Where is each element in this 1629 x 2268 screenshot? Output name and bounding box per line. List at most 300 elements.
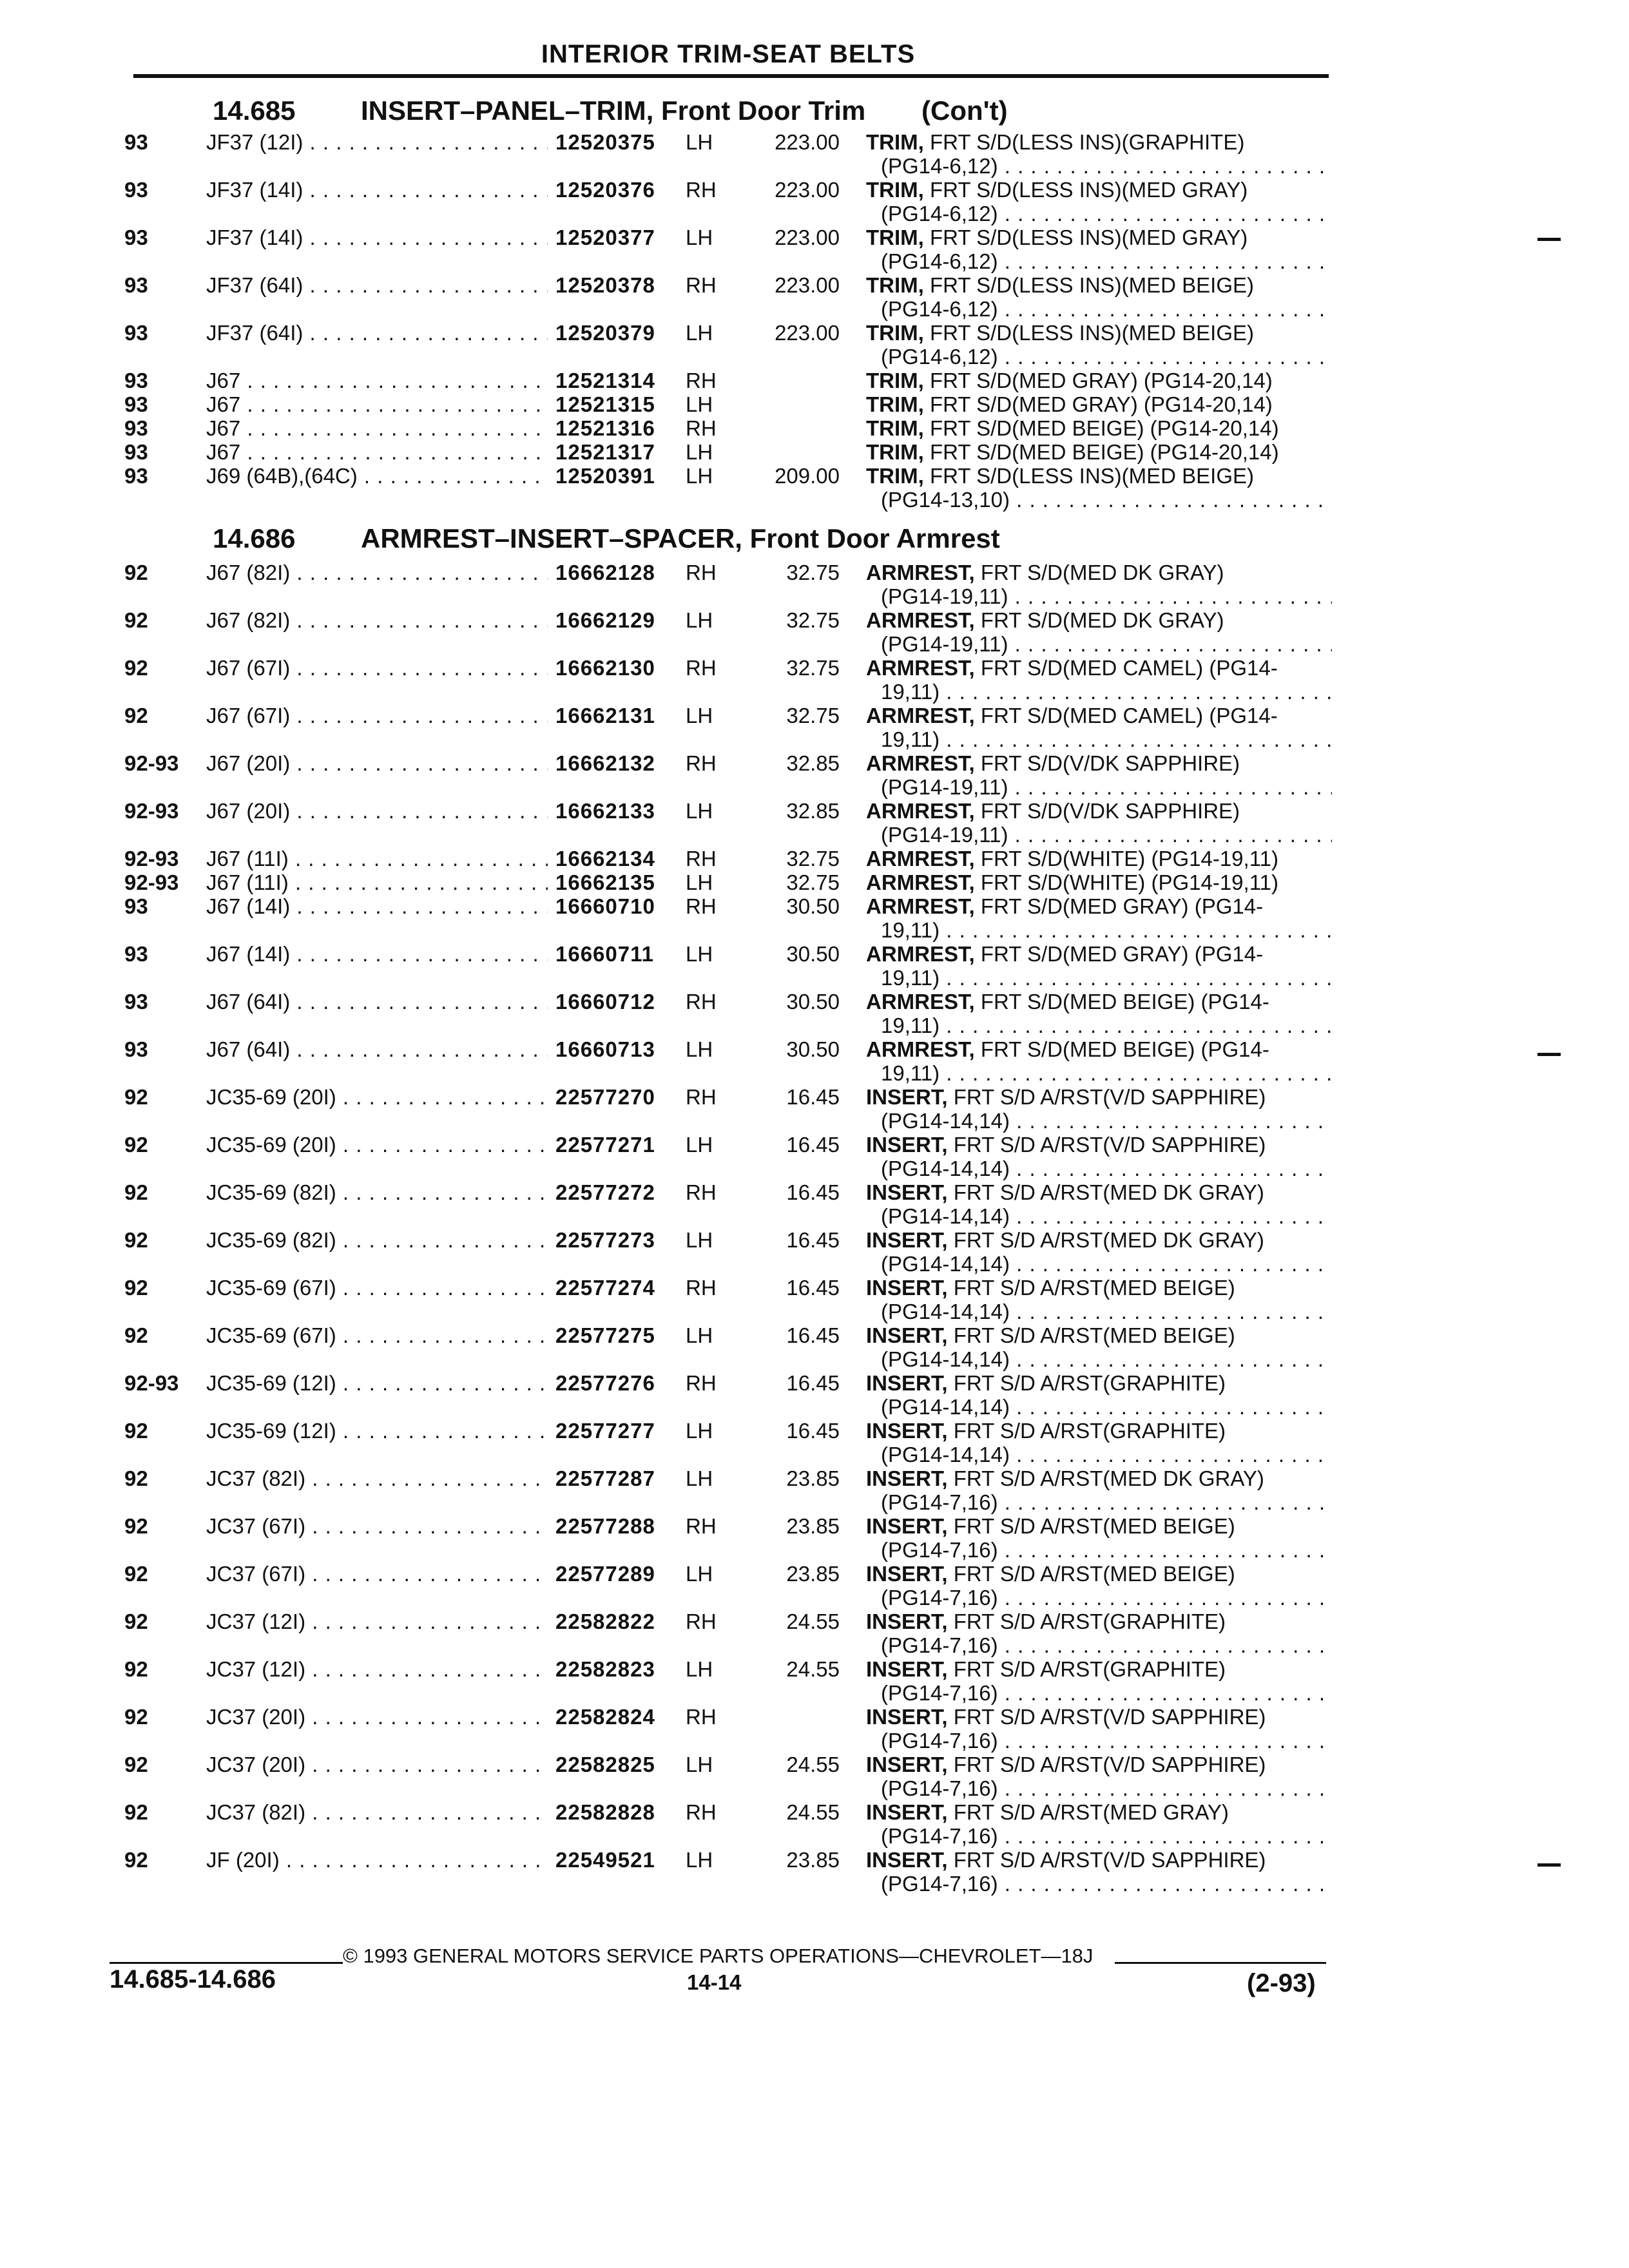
description-continuation: (PG14-19,11) . . . bbox=[881, 584, 1332, 608]
side-indicator: LH bbox=[686, 1228, 713, 1252]
part-description bbox=[866, 1753, 1332, 1800]
description-line: TRIM, FRT S/D(MED BEIGE) (PG14-20,14) bbox=[866, 440, 1279, 464]
model-code: JC37 (82I) bbox=[206, 1466, 306, 1490]
description-line: TRIM, FRT S/D(LESS INS)(GRAPHITE) bbox=[866, 130, 1245, 154]
description-line: ARMREST, FRT S/D(V/DK SAPPHIRE) bbox=[866, 799, 1240, 823]
side-indicator: RH bbox=[686, 1800, 717, 1824]
side-indicator: LH bbox=[686, 1133, 713, 1157]
part-number: 16660713 bbox=[555, 1037, 655, 1061]
description-continuation: (PG14-7,16) . . . bbox=[881, 1586, 1332, 1610]
list-price: 32.75 bbox=[786, 608, 840, 632]
part-description bbox=[866, 1037, 1332, 1085]
model-year: 92 bbox=[124, 1276, 148, 1300]
model-code: JF37 (64I) bbox=[206, 273, 304, 297]
description-continuation: 19,11) . . . bbox=[881, 680, 1332, 704]
description-continuation: (PG14-7,16) . . . bbox=[881, 1872, 1332, 1896]
model-code-leader bbox=[206, 1753, 548, 1776]
part-description bbox=[866, 1371, 1332, 1419]
part-description bbox=[866, 1610, 1332, 1657]
model-code-leader bbox=[206, 321, 548, 345]
part-description bbox=[866, 656, 1332, 704]
footer-date: (2-93) bbox=[1247, 1969, 1316, 1997]
part-description bbox=[866, 990, 1332, 1037]
side-indicator: LH bbox=[686, 1657, 713, 1681]
model-year: 93 bbox=[124, 130, 148, 154]
model-code: J67 (14I) bbox=[206, 894, 291, 918]
model-code: JC35-69 (12I) bbox=[206, 1371, 336, 1395]
list-price: 32.75 bbox=[786, 561, 840, 584]
part-number: 22549521 bbox=[555, 1848, 655, 1872]
part-description bbox=[866, 1466, 1332, 1514]
part-description bbox=[866, 1800, 1332, 1848]
description-line: INSERT, FRT S/D A/RST(V/D SAPPHIRE) bbox=[866, 1133, 1266, 1157]
side-indicator: LH bbox=[686, 704, 713, 727]
description-keyword: TRIM, bbox=[866, 392, 924, 416]
description-keyword: INSERT, bbox=[866, 1419, 948, 1443]
model-year: 92 bbox=[124, 1180, 148, 1204]
description-continuation: (PG14-7,16) . . . bbox=[881, 1776, 1332, 1800]
description-keyword: TRIM, bbox=[866, 130, 924, 154]
side-indicator: RH bbox=[686, 561, 717, 584]
model-year: 93 bbox=[124, 1037, 148, 1061]
model-year: 93 bbox=[124, 990, 148, 1014]
part-number: 12521316 bbox=[555, 416, 655, 440]
model-code: JC35-69 (82I) bbox=[206, 1228, 336, 1252]
part-number: 12520376 bbox=[555, 178, 655, 202]
model-code: JC37 (12I) bbox=[206, 1610, 306, 1633]
list-price: 16.45 bbox=[786, 1323, 840, 1347]
model-code: J67 (20I) bbox=[206, 799, 291, 823]
part-number: 22582824 bbox=[555, 1705, 655, 1729]
list-price: 23.85 bbox=[786, 1562, 840, 1586]
model-code-leader bbox=[206, 894, 548, 918]
model-year: 93 bbox=[124, 178, 148, 202]
description-line: ARMREST, FRT S/D(MED DK GRAY) bbox=[866, 608, 1224, 632]
part-number: 22582828 bbox=[555, 1800, 655, 1824]
model-year: 92 bbox=[124, 608, 148, 632]
page-number: 14-14 bbox=[687, 1970, 742, 1994]
part-description bbox=[866, 847, 1278, 870]
description-line: INSERT, FRT S/D A/RST(MED BEIGE) bbox=[866, 1323, 1235, 1347]
part-description bbox=[866, 226, 1332, 273]
part-description bbox=[866, 799, 1332, 847]
description-continuation: (PG14-7,16) . . . bbox=[881, 1538, 1332, 1562]
description-keyword: ARMREST, bbox=[866, 608, 975, 632]
description-keyword: INSERT, bbox=[866, 1800, 948, 1824]
margin-tick bbox=[1537, 238, 1561, 241]
model-code: J67 (67I) bbox=[206, 656, 291, 680]
model-code: JF37 (12I) bbox=[206, 130, 304, 154]
model-year: 92 bbox=[124, 1562, 148, 1586]
description-keyword: INSERT, bbox=[866, 1228, 948, 1252]
model-code: JC37 (20I) bbox=[206, 1705, 306, 1729]
list-price: 23.85 bbox=[786, 1514, 840, 1538]
description-keyword: INSERT, bbox=[866, 1466, 948, 1490]
list-price: 223.00 bbox=[775, 178, 840, 202]
footer-section-range: 14.685-14.686 bbox=[110, 1965, 276, 1994]
part-number: 22577270 bbox=[555, 1085, 655, 1109]
model-code-leader bbox=[206, 656, 548, 680]
part-description bbox=[866, 440, 1279, 464]
description-continuation: (PG14-7,16) . . . bbox=[881, 1633, 1332, 1657]
part-description bbox=[866, 942, 1332, 990]
part-description bbox=[866, 1514, 1332, 1562]
list-price: 23.85 bbox=[786, 1466, 840, 1490]
part-number: 22577276 bbox=[555, 1371, 655, 1395]
part-number: 16662134 bbox=[555, 847, 655, 870]
description-keyword: INSERT, bbox=[866, 1180, 948, 1204]
model-code-leader bbox=[206, 1705, 548, 1729]
model-code-leader bbox=[206, 608, 548, 632]
model-code-leader bbox=[206, 226, 548, 249]
section-title: INSERT–PANEL–TRIM, Front Door Trim bbox=[361, 95, 866, 126]
model-year: 92 bbox=[124, 1657, 148, 1681]
model-code: JF37 (64I) bbox=[206, 321, 304, 345]
side-indicator: RH bbox=[686, 178, 717, 202]
description-keyword: INSERT, bbox=[866, 1753, 948, 1776]
description-keyword: TRIM, bbox=[866, 226, 924, 249]
model-code-leader bbox=[206, 1371, 548, 1395]
model-code-leader bbox=[206, 847, 548, 870]
model-code: J67 (82I) bbox=[206, 608, 291, 632]
model-code: JC35-69 (20I) bbox=[206, 1085, 336, 1109]
list-price: 16.45 bbox=[786, 1276, 840, 1300]
list-price: 32.75 bbox=[786, 847, 840, 870]
model-code-leader bbox=[206, 1848, 548, 1872]
description-continuation: (PG14-19,11) . . . bbox=[881, 632, 1332, 656]
model-year: 93 bbox=[124, 273, 148, 297]
side-indicator: LH bbox=[686, 464, 713, 488]
model-year: 92 bbox=[124, 1705, 148, 1729]
side-indicator: LH bbox=[686, 942, 713, 966]
description-continuation: (PG14-14,14) . . . bbox=[881, 1204, 1332, 1228]
part-description bbox=[866, 392, 1273, 416]
part-number: 16660711 bbox=[555, 942, 655, 966]
part-number: 16660712 bbox=[555, 990, 655, 1014]
side-indicator: LH bbox=[686, 799, 713, 823]
side-indicator: LH bbox=[686, 440, 713, 464]
model-year: 92 bbox=[124, 1466, 148, 1490]
description-keyword: TRIM, bbox=[866, 178, 924, 202]
side-indicator: RH bbox=[686, 1180, 717, 1204]
part-description bbox=[866, 608, 1332, 656]
part-number: 16662132 bbox=[555, 751, 655, 775]
side-indicator: RH bbox=[686, 369, 717, 392]
description-line: INSERT, FRT S/D A/RST(MED DK GRAY) bbox=[866, 1180, 1264, 1204]
description-keyword: INSERT, bbox=[866, 1657, 948, 1681]
description-keyword: ARMREST, bbox=[866, 561, 975, 584]
model-year: 92 bbox=[124, 1323, 148, 1347]
list-price: 32.85 bbox=[786, 799, 840, 823]
side-indicator: RH bbox=[686, 1276, 717, 1300]
model-code: JC37 (20I) bbox=[206, 1753, 306, 1776]
side-indicator: LH bbox=[686, 1562, 713, 1586]
model-year: 92-93 bbox=[124, 847, 179, 870]
description-line: ARMREST, FRT S/D(V/DK SAPPHIRE) bbox=[866, 751, 1240, 775]
list-price: 30.50 bbox=[786, 894, 840, 918]
model-year: 92-93 bbox=[124, 870, 179, 894]
part-number: 22577287 bbox=[555, 1466, 655, 1490]
description-continuation: 19,11) . . . bbox=[881, 918, 1332, 942]
model-code: JC35-69 (67I) bbox=[206, 1276, 336, 1300]
model-code-leader bbox=[206, 799, 548, 823]
section-number: 14.685 bbox=[213, 95, 296, 126]
side-indicator: LH bbox=[686, 870, 713, 894]
footer-rule bbox=[110, 1962, 343, 1964]
description-line: INSERT, FRT S/D A/RST(GRAPHITE) bbox=[866, 1419, 1226, 1443]
model-code: JF37 (14I) bbox=[206, 226, 304, 249]
description-keyword: ARMREST, bbox=[866, 990, 975, 1014]
model-code: J67 (64I) bbox=[206, 1037, 291, 1061]
model-code: J67 bbox=[206, 369, 241, 392]
model-code: J67 (14I) bbox=[206, 942, 291, 966]
model-code-leader bbox=[206, 1085, 548, 1109]
description-line: TRIM, FRT S/D(LESS INS)(MED BEIGE) bbox=[866, 464, 1255, 488]
description-continuation: (PG14-6,12) . . . bbox=[881, 345, 1332, 369]
description-continuation: (PG14-6,12) . . . bbox=[881, 297, 1332, 321]
description-line: ARMREST, FRT S/D(MED CAMEL) (PG14- bbox=[866, 704, 1278, 727]
description-line: INSERT, FRT S/D A/RST(MED BEIGE) bbox=[866, 1276, 1235, 1300]
part-description bbox=[866, 1085, 1332, 1133]
model-code-leader bbox=[206, 561, 548, 584]
description-keyword: TRIM, bbox=[866, 440, 924, 464]
model-year: 92 bbox=[124, 1514, 148, 1538]
model-code: J67 (20I) bbox=[206, 751, 291, 775]
description-continuation: (PG14-14,14) . . . bbox=[881, 1109, 1332, 1133]
description-continuation: (PG14-6,12) . . . bbox=[881, 249, 1332, 273]
model-year: 92 bbox=[124, 1133, 148, 1157]
model-year: 92 bbox=[124, 1753, 148, 1776]
model-code-leader bbox=[206, 1419, 548, 1443]
list-price: 16.45 bbox=[786, 1228, 840, 1252]
model-code: J69 (64B),(64C) bbox=[206, 464, 358, 488]
model-year: 93 bbox=[124, 894, 148, 918]
model-code: JC37 (12I) bbox=[206, 1657, 306, 1681]
side-indicator: RH bbox=[686, 990, 717, 1014]
part-description bbox=[866, 464, 1332, 512]
part-number: 22577275 bbox=[555, 1323, 655, 1347]
part-number: 22577272 bbox=[555, 1180, 655, 1204]
side-indicator: LH bbox=[686, 226, 713, 249]
model-year: 93 bbox=[124, 369, 148, 392]
model-code-leader bbox=[206, 464, 548, 488]
description-continuation: (PG14-14,14) . . . bbox=[881, 1443, 1332, 1466]
description-keyword: ARMREST, bbox=[866, 894, 975, 918]
model-code-leader bbox=[206, 990, 548, 1014]
description-line: TRIM, FRT S/D(LESS INS)(MED GRAY) bbox=[866, 226, 1248, 249]
model-code: JC37 (67I) bbox=[206, 1514, 306, 1538]
part-number: 12520379 bbox=[555, 321, 655, 345]
model-code: JC35-69 (67I) bbox=[206, 1323, 336, 1347]
description-keyword: ARMREST, bbox=[866, 870, 975, 894]
description-keyword: INSERT, bbox=[866, 1848, 948, 1872]
list-price: 24.55 bbox=[786, 1753, 840, 1776]
description-keyword: TRIM, bbox=[866, 416, 924, 440]
model-code-leader bbox=[206, 1562, 548, 1586]
section-continued: (Con't) bbox=[921, 95, 1008, 126]
side-indicator: LH bbox=[686, 321, 713, 345]
margin-tick bbox=[1537, 1863, 1561, 1867]
description-line: INSERT, FRT S/D A/RST(MED BEIGE) bbox=[866, 1514, 1235, 1538]
description-line: INSERT, FRT S/D A/RST(V/D SAPPHIRE) bbox=[866, 1085, 1266, 1109]
part-number: 16660710 bbox=[555, 894, 655, 918]
margin-tick bbox=[1537, 1053, 1561, 1056]
part-number: 22577289 bbox=[555, 1562, 655, 1586]
part-description bbox=[866, 561, 1332, 608]
part-number: 22577273 bbox=[555, 1228, 655, 1252]
description-keyword: ARMREST, bbox=[866, 847, 975, 870]
list-price: 16.45 bbox=[786, 1133, 840, 1157]
model-code-leader bbox=[206, 870, 548, 894]
part-number: 12521317 bbox=[555, 440, 655, 464]
side-indicator: RH bbox=[686, 656, 717, 680]
part-number: 22582825 bbox=[555, 1753, 655, 1776]
description-keyword: ARMREST, bbox=[866, 704, 975, 727]
part-description bbox=[866, 1705, 1332, 1753]
part-description bbox=[866, 1276, 1332, 1323]
model-code: JC37 (67I) bbox=[206, 1562, 306, 1586]
model-code: J67 bbox=[206, 440, 241, 464]
list-price: 30.50 bbox=[786, 942, 840, 966]
model-year: 92 bbox=[124, 1848, 148, 1872]
description-line: ARMREST, FRT S/D(WHITE) (PG14-19,11) bbox=[866, 847, 1278, 870]
description-keyword: ARMREST, bbox=[866, 1037, 975, 1061]
description-line: ARMREST, FRT S/D(MED BEIGE) (PG14- bbox=[866, 990, 1269, 1014]
part-description bbox=[866, 870, 1278, 894]
description-continuation: (PG14-7,16) . . . bbox=[881, 1729, 1332, 1753]
part-number: 12520378 bbox=[555, 273, 655, 297]
part-description bbox=[866, 894, 1332, 942]
part-number: 22577288 bbox=[555, 1514, 655, 1538]
part-description bbox=[866, 1848, 1332, 1896]
part-number: 22577277 bbox=[555, 1419, 655, 1443]
description-line: ARMREST, FRT S/D(MED GRAY) (PG14- bbox=[866, 942, 1264, 966]
description-keyword: INSERT, bbox=[866, 1323, 948, 1347]
model-year: 92-93 bbox=[124, 1371, 179, 1395]
part-description bbox=[866, 1419, 1332, 1466]
description-continuation: (PG14-19,11) . . . bbox=[881, 823, 1332, 847]
description-line: INSERT, FRT S/D A/RST(V/D SAPPHIRE) bbox=[866, 1753, 1266, 1776]
list-price: 223.00 bbox=[775, 226, 840, 249]
model-code-leader bbox=[206, 178, 548, 202]
description-line: ARMREST, FRT S/D(MED BEIGE) (PG14- bbox=[866, 1037, 1269, 1061]
part-number: 22577271 bbox=[555, 1133, 655, 1157]
description-keyword: INSERT, bbox=[866, 1562, 948, 1586]
description-keyword: INSERT, bbox=[866, 1514, 948, 1538]
model-code-leader bbox=[206, 1657, 548, 1681]
description-continuation: (PG14-14,14) . . . bbox=[881, 1347, 1332, 1371]
side-indicator: LH bbox=[686, 130, 713, 154]
description-line: INSERT, FRT S/D A/RST(MED GRAY) bbox=[866, 1800, 1229, 1824]
model-year: 92 bbox=[124, 1419, 148, 1443]
list-price: 209.00 bbox=[775, 464, 840, 488]
side-indicator: RH bbox=[686, 1610, 717, 1633]
part-description bbox=[866, 130, 1332, 178]
part-number: 12520375 bbox=[555, 130, 655, 154]
model-year: 93 bbox=[124, 416, 148, 440]
model-code-leader bbox=[206, 416, 548, 440]
part-description bbox=[866, 1228, 1332, 1276]
description-line: TRIM, FRT S/D(MED GRAY) (PG14-20,14) bbox=[866, 369, 1273, 392]
model-code-leader bbox=[206, 704, 548, 727]
part-number: 16662135 bbox=[555, 870, 655, 894]
part-number: 16662133 bbox=[555, 799, 655, 823]
list-price: 16.45 bbox=[786, 1371, 840, 1395]
list-price: 223.00 bbox=[775, 130, 840, 154]
model-year: 92 bbox=[124, 1610, 148, 1633]
part-description bbox=[866, 416, 1279, 440]
description-keyword: ARMREST, bbox=[866, 656, 975, 680]
side-indicator: LH bbox=[686, 608, 713, 632]
model-code-leader bbox=[206, 1180, 548, 1204]
part-description bbox=[866, 273, 1332, 321]
model-code-leader bbox=[206, 1228, 548, 1252]
description-continuation: (PG14-6,12) . . . bbox=[881, 154, 1332, 178]
list-price: 23.85 bbox=[786, 1848, 840, 1872]
part-number: 22582823 bbox=[555, 1657, 655, 1681]
header-rule bbox=[133, 74, 1329, 78]
model-year: 92 bbox=[124, 1800, 148, 1824]
side-indicator: RH bbox=[686, 416, 717, 440]
description-line: INSERT, FRT S/D A/RST(V/D SAPPHIRE) bbox=[866, 1705, 1266, 1729]
model-year: 93 bbox=[124, 226, 148, 249]
description-continuation: (PG14-7,16) . . . bbox=[881, 1824, 1332, 1848]
side-indicator: RH bbox=[686, 847, 717, 870]
side-indicator: RH bbox=[686, 1514, 717, 1538]
model-year: 93 bbox=[124, 321, 148, 345]
model-code-leader bbox=[206, 1466, 548, 1490]
section-title: ARMREST–INSERT–SPACER, Front Door Armrest bbox=[361, 523, 1000, 553]
side-indicator: LH bbox=[686, 392, 713, 416]
part-description bbox=[866, 1657, 1332, 1705]
description-keyword: INSERT, bbox=[866, 1085, 948, 1109]
model-code: J67 (67I) bbox=[206, 704, 291, 727]
description-keyword: TRIM, bbox=[866, 369, 924, 392]
model-year: 93 bbox=[124, 942, 148, 966]
model-code: J67 (82I) bbox=[206, 561, 291, 584]
list-price: 24.55 bbox=[786, 1610, 840, 1633]
description-continuation: (PG14-7,16) . . . bbox=[881, 1490, 1332, 1514]
model-code-leader bbox=[206, 1276, 548, 1300]
list-price: 16.45 bbox=[786, 1180, 840, 1204]
description-continuation: 19,11) . . . bbox=[881, 727, 1332, 751]
list-price: 32.75 bbox=[786, 870, 840, 894]
description-continuation: (PG14-14,14) . . . bbox=[881, 1300, 1332, 1323]
model-code: JC35-69 (12I) bbox=[206, 1419, 336, 1443]
description-line: INSERT, FRT S/D A/RST(MED DK GRAY) bbox=[866, 1466, 1264, 1490]
part-description bbox=[866, 1133, 1332, 1180]
side-indicator: RH bbox=[686, 1371, 717, 1395]
model-code: JC37 (82I) bbox=[206, 1800, 306, 1824]
description-continuation: (PG14-7,16) . . . bbox=[881, 1681, 1332, 1705]
description-line: ARMREST, FRT S/D(MED GRAY) (PG14- bbox=[866, 894, 1264, 918]
side-indicator: LH bbox=[686, 1753, 713, 1776]
description-keyword: INSERT, bbox=[866, 1133, 948, 1157]
part-description bbox=[866, 1562, 1332, 1610]
model-code-leader bbox=[206, 369, 548, 392]
model-code: JF (20I) bbox=[206, 1848, 280, 1872]
side-indicator: LH bbox=[686, 1323, 713, 1347]
part-number: 16662129 bbox=[555, 608, 655, 632]
list-price: 24.55 bbox=[786, 1657, 840, 1681]
model-year: 92 bbox=[124, 1085, 148, 1109]
description-line: INSERT, FRT S/D A/RST(MED BEIGE) bbox=[866, 1562, 1235, 1586]
list-price: 223.00 bbox=[775, 321, 840, 345]
description-continuation: 19,11) . . . bbox=[881, 966, 1332, 990]
side-indicator: LH bbox=[686, 1848, 713, 1872]
model-year: 92-93 bbox=[124, 799, 179, 823]
description-line: ARMREST, FRT S/D(MED CAMEL) (PG14- bbox=[866, 656, 1278, 680]
